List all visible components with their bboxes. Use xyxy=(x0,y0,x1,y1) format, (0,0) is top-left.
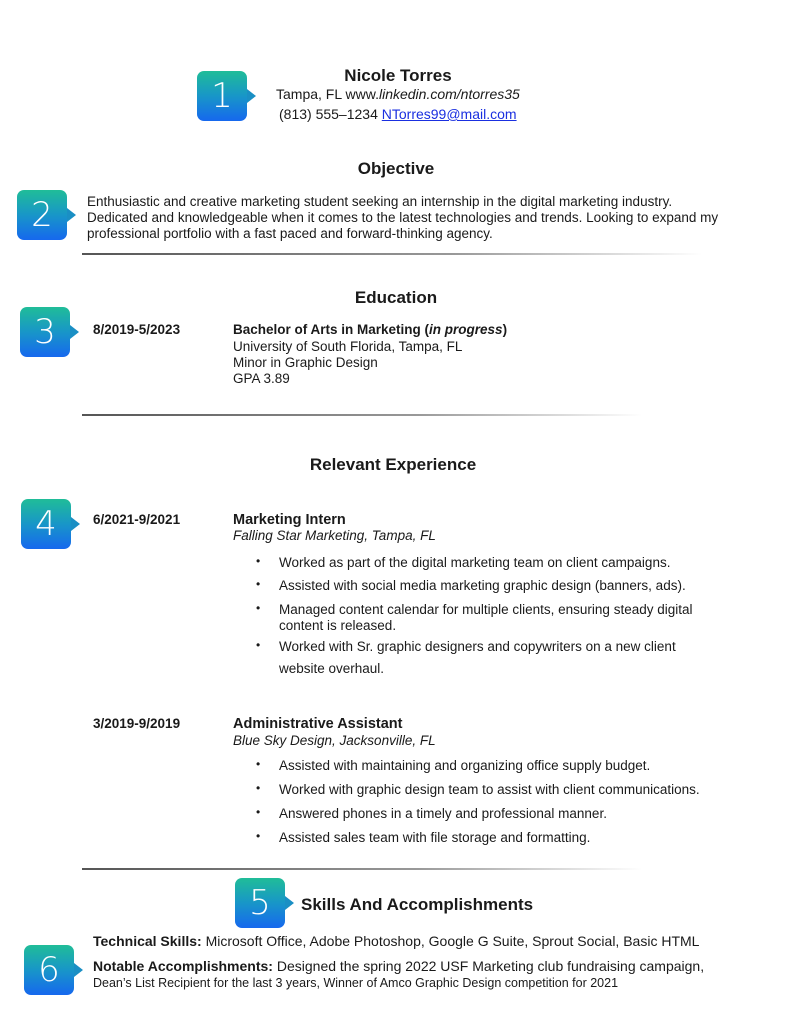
skills-heading: Skills And Accomplishments xyxy=(301,895,534,914)
job-bullet: content is released. xyxy=(279,618,397,633)
job-bullet: Managed content calendar for multiple clients, ensuring steady digital xyxy=(279,602,693,617)
divider xyxy=(82,253,702,255)
email-link[interactable]: NTorres99@mail.com xyxy=(381,106,517,122)
notable-accomplishments xyxy=(93,958,704,974)
bullet-icon: • xyxy=(256,554,261,568)
job-title: Marketing Intern xyxy=(233,512,346,528)
job-company: Blue Sky Design, Jacksonville, FL xyxy=(233,733,436,748)
job-bullet: Answered phones in a timely and professional manner. xyxy=(279,806,607,821)
job-company: Falling Star Marketing, Tampa, FL xyxy=(233,528,436,543)
degree-name: Bachelor of Arts in Marketing ( xyxy=(233,322,430,337)
job-bullet: Worked as part of the digital marketing team on client campaigns. xyxy=(279,555,671,570)
location: Tampa, FL xyxy=(276,86,342,102)
notable-line-2: Dean’s List Recipient for the last 3 years, Winner of Amco Graphic Design competition for 2021 xyxy=(93,976,619,990)
experience-heading: Relevant Experience xyxy=(309,455,477,474)
arrow-icon xyxy=(71,517,80,531)
notable-label: Notable Accomplishments: xyxy=(93,958,273,974)
bullet-icon: • xyxy=(256,781,261,795)
arrow-icon xyxy=(67,208,76,222)
education-heading: Education xyxy=(354,288,438,307)
number-badge-6: 6 xyxy=(24,945,74,995)
technical-skills-value: Microsoft Office, Adobe Photoshop, Google G Suite, Sprout Social, Basic HTML xyxy=(205,933,700,949)
job-title: Administrative Assistant xyxy=(233,716,403,732)
linkedin-url[interactable]: linkedin.com/ntorres35 xyxy=(378,86,520,102)
objective-heading: Objective xyxy=(357,159,435,178)
notable-value: Designed the spring 2022 USF Marketing club fundraising campaign, xyxy=(276,958,705,974)
arrow-icon xyxy=(285,896,294,910)
contact-line-1 xyxy=(276,86,520,102)
arrow-icon xyxy=(74,963,83,977)
divider xyxy=(82,414,642,416)
objective-line: Dedicated and knowledgeable when it comes to the latest technologies and trends. Looking to expand my xyxy=(87,210,719,225)
school: University of South Florida, Tampa, FL xyxy=(233,339,463,354)
job-bullet: Assisted with maintaining and organizing office supply budget. xyxy=(279,758,651,773)
candidate-name: Nicole Torres xyxy=(344,66,452,85)
number-badge-4: 4 xyxy=(21,499,71,549)
contact-line-2 xyxy=(279,106,517,122)
technical-skills xyxy=(93,933,699,949)
degree xyxy=(233,322,507,337)
phone: (813) 555–1234 xyxy=(279,106,378,122)
degree-status: in progress xyxy=(429,322,503,337)
job-bullet: website overhaul. xyxy=(279,661,385,676)
objective-line: professional portfolio with a fast paced and forward-thinking agency. xyxy=(87,226,493,241)
web-prefix: www. xyxy=(345,86,379,102)
arrow-icon xyxy=(247,89,256,103)
arrow-icon xyxy=(70,325,79,339)
bullet-icon: • xyxy=(256,829,261,843)
job-bullet: Assisted sales team with file storage and formatting. xyxy=(279,830,591,845)
job-bullet: Worked with graphic design team to assist with client communications. xyxy=(279,782,700,797)
job-dates: 3/2019-9/2019 xyxy=(93,716,181,731)
number-badge-3: 3 xyxy=(20,307,70,357)
bullet-icon: • xyxy=(256,638,261,652)
bullet-icon: • xyxy=(256,601,261,615)
bullet-icon: • xyxy=(256,577,261,591)
job-dates: 6/2021-9/2021 xyxy=(93,512,181,527)
objective-line: Enthusiastic and creative marketing student seeking an internship in the digital marketing industry. xyxy=(87,194,673,209)
gpa: GPA 3.89 xyxy=(233,371,290,386)
education-dates: 8/2019-5/2023 xyxy=(93,322,181,337)
divider xyxy=(82,868,642,870)
degree-close: ) xyxy=(502,322,508,337)
job-bullet: Assisted with social media marketing graphic design (banners, ads). xyxy=(279,578,686,593)
bullet-icon: • xyxy=(256,805,261,819)
technical-skills-label: Technical Skills: xyxy=(93,933,202,949)
number-badge-5: 5 xyxy=(235,878,285,928)
number-badge-1: 1 xyxy=(197,71,247,121)
number-badge-2: 2 xyxy=(17,190,67,240)
minor: Minor in Graphic Design xyxy=(233,355,378,370)
bullet-icon: • xyxy=(256,757,261,771)
job-bullet: Worked with Sr. graphic designers and copywriters on a new client xyxy=(279,639,676,654)
